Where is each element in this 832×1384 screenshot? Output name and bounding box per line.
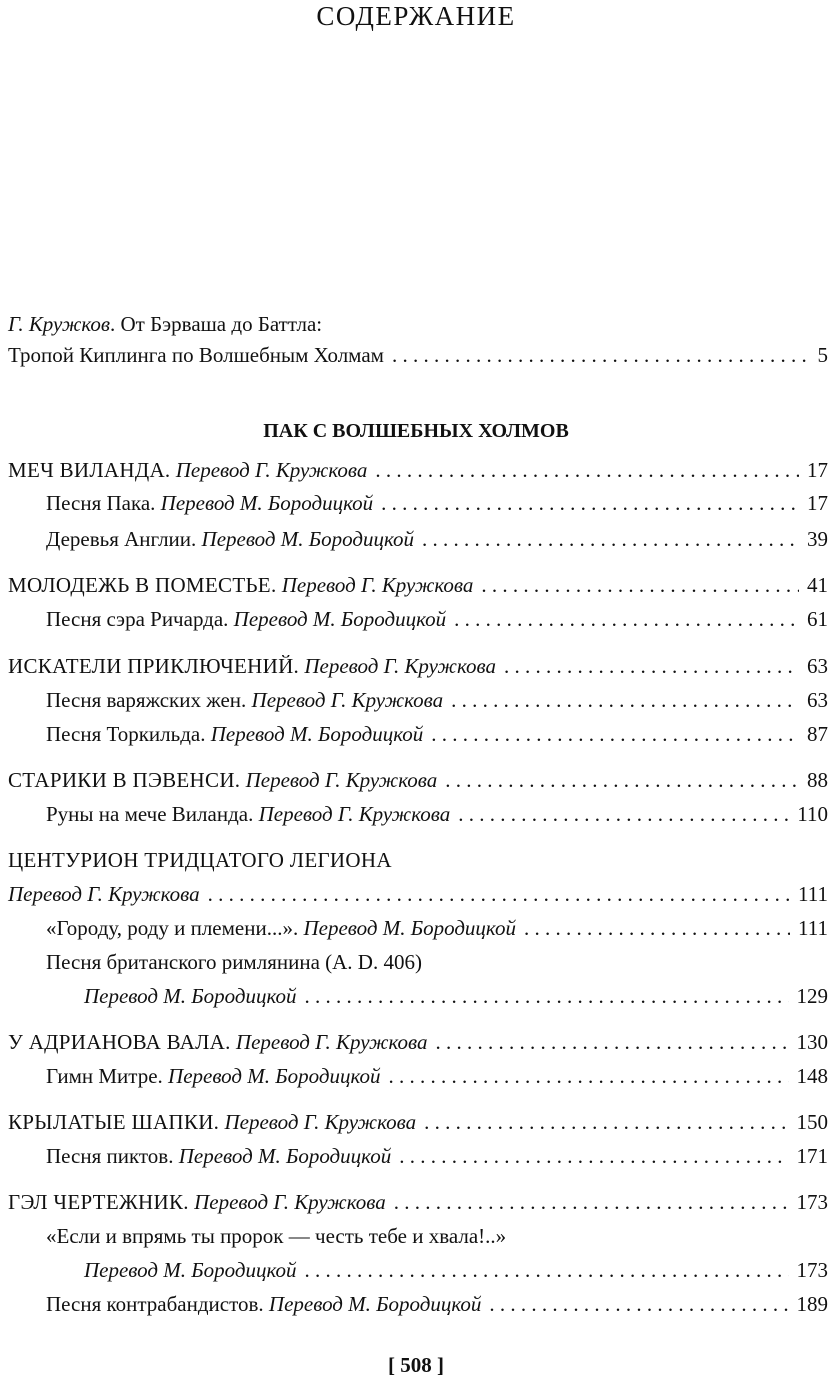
page-number: 173 — [796, 1258, 828, 1282]
page-number: 63 — [807, 654, 828, 678]
page-number: 63 — [807, 688, 828, 712]
page-number: 150 — [796, 1110, 828, 1134]
dot-leader — [305, 982, 789, 1010]
toc-entry — [8, 1188, 828, 1216]
entry-translator: Перевод М. Бородицкой — [233, 607, 447, 631]
page-number: 129 — [796, 984, 828, 1008]
dot-leader — [208, 880, 790, 908]
page-number: 111 — [798, 916, 828, 940]
dot-leader — [399, 1142, 788, 1170]
toc-entry — [46, 525, 828, 553]
toc-intro-line-2 — [8, 341, 828, 369]
entry-translator: Перевод М. Бородицкой — [201, 527, 415, 551]
entry-translator: Перевод М. Бородицкой — [303, 916, 516, 940]
entry-translator: Перевод Г. Кружкова — [224, 1110, 417, 1134]
toc-entry — [46, 1062, 828, 1090]
dot-leader — [381, 489, 799, 517]
entry-title: «Городу, роду и племени...». — [46, 916, 299, 940]
toc-entry — [46, 605, 828, 633]
entry-title: Песня варяжских жен. — [46, 688, 247, 712]
entry-title: ИСКАТЕЛИ ПРИКЛЮЧЕНИЙ. — [8, 654, 300, 678]
dot-leader — [392, 341, 810, 369]
toc-entry — [8, 766, 828, 794]
toc-entry — [46, 489, 828, 517]
dot-leader — [431, 720, 799, 748]
entry-title: Песня британского римлянина (A. D. 406) — [46, 950, 422, 974]
page-number: 5 — [817, 343, 828, 367]
entry-translator: Перевод М. Бородицкой — [160, 491, 374, 515]
toc-entry — [46, 1290, 828, 1318]
toc-entry — [46, 1142, 828, 1170]
page-number: 87 — [807, 722, 828, 746]
dot-leader — [394, 1188, 789, 1216]
entry-title: Руны на мече Виланда. — [46, 802, 254, 826]
toc-entry — [8, 652, 828, 680]
entry-title: «Если и впрямь ты пророк — честь тебе и хвала!..» — [46, 1224, 507, 1248]
entry-translator: Перевод М. Бородицкой — [84, 1258, 297, 1282]
intro-title-part2: Тропой Киплинга по Волшебным Холмам — [8, 343, 384, 367]
page-number: 17 — [807, 491, 828, 515]
entry-title: СТАРИКИ В ПЭВЕНСИ. — [8, 768, 241, 792]
dot-leader — [481, 571, 799, 599]
entry-translator: Перевод М. Бородицкой — [178, 1144, 392, 1168]
toc-entry — [46, 914, 828, 942]
entry-title: Гимн Митре. — [46, 1064, 163, 1088]
section-title: ПАК С ВОЛШЕБНЫХ ХОЛМОВ — [263, 420, 569, 442]
entry-title: МЕЧ ВИЛАНДА. — [8, 458, 171, 482]
entry-title: Деревья Англии. — [46, 527, 197, 551]
entry-translator: Перевод Г. Кружкова — [258, 802, 451, 826]
toc-entry — [46, 800, 828, 828]
toc-entry — [46, 686, 828, 714]
toc-entry — [8, 880, 828, 908]
dot-leader — [454, 605, 799, 633]
entry-translator: Перевод Г. Кружкова — [8, 882, 200, 906]
entry-translator: Перевод Г. Кружкова — [245, 768, 438, 792]
dot-leader — [445, 766, 799, 794]
entry-title: МОЛОДЕЖЬ В ПОМЕСТЬЕ. — [8, 573, 277, 597]
dot-leader — [504, 652, 799, 680]
entry-title: Песня сэра Ричарда. — [46, 607, 229, 631]
toc-entry — [84, 982, 828, 1010]
toc-entry-heading — [46, 948, 828, 976]
entry-translator: Перевод М. Бородицкой — [268, 1292, 482, 1316]
entry-translator: Перевод М. Бородицкой — [84, 984, 297, 1008]
entry-translator: Перевод Г. Кружкова — [175, 458, 368, 482]
page-number: 88 — [807, 768, 828, 792]
entry-translator: Перевод М. Бородицкой — [168, 1064, 381, 1088]
dot-leader — [375, 456, 799, 484]
page-number: 110 — [797, 802, 828, 826]
dot-leader — [524, 914, 790, 942]
entry-title: ЦЕНТУРИОН ТРИДЦАТОГО ЛЕГИОНА — [8, 848, 392, 872]
page-number: 171 — [796, 1144, 828, 1168]
entry-translator: Перевод Г. Кружкова — [251, 688, 444, 712]
dot-leader — [389, 1062, 789, 1090]
page-number: 17 — [807, 458, 828, 482]
dot-leader — [489, 1290, 788, 1318]
entry-title: У АДРИАНОВА ВАЛА. — [8, 1030, 231, 1054]
entry-translator: Перевод Г. Кружкова — [304, 654, 496, 678]
page-number: 41 — [807, 573, 828, 597]
entry-translator: Перевод Г. Кружкова — [194, 1190, 386, 1214]
entry-title: Песня пиктов. — [46, 1144, 174, 1168]
dot-leader — [458, 800, 789, 828]
entry-translator: Перевод Г. Кружкова — [235, 1030, 428, 1054]
page-number: 189 — [796, 1292, 828, 1316]
entry-translator: Перевод Г. Кружкова — [281, 573, 474, 597]
entry-title: Песня контрабандистов. — [46, 1292, 264, 1316]
entry-title: Песня Торкильда. — [46, 722, 206, 746]
page-footer-number: [ 508 ] — [388, 1353, 444, 1377]
toc-entry — [84, 1256, 828, 1284]
entry-title: Песня Пака. — [46, 491, 156, 515]
intro-author: Г. Кружков — [8, 312, 111, 336]
dot-leader — [436, 1028, 789, 1056]
dot-leader — [451, 686, 799, 714]
entry-title: КРЫЛАТЫЕ ШАПКИ. — [8, 1110, 220, 1134]
page-number: 148 — [796, 1064, 828, 1088]
page-number: 130 — [796, 1030, 828, 1054]
page-number: 61 — [807, 607, 828, 631]
toc-entry — [8, 456, 828, 484]
dot-leader — [422, 525, 799, 553]
toc-intro-line-1 — [8, 310, 828, 338]
page-number: 39 — [807, 527, 828, 551]
toc-entry-heading — [8, 846, 828, 874]
toc-entry — [46, 720, 828, 748]
intro-title-part1: . От Бэрваша до Баттла: — [110, 312, 323, 336]
page-title: СОДЕРЖАНИЕ — [316, 1, 516, 31]
toc-entry — [8, 1108, 828, 1136]
toc-entry — [8, 1028, 828, 1056]
entry-title: ГЭЛ ЧЕРТЕЖНИК. — [8, 1190, 189, 1214]
page-number: 111 — [798, 882, 828, 906]
page-number: 173 — [796, 1190, 828, 1214]
toc-entry-heading — [46, 1222, 828, 1250]
entry-translator: Перевод М. Бородицкой — [210, 722, 424, 746]
dot-leader — [424, 1108, 788, 1136]
dot-leader — [305, 1256, 789, 1284]
toc-entry — [8, 571, 828, 599]
